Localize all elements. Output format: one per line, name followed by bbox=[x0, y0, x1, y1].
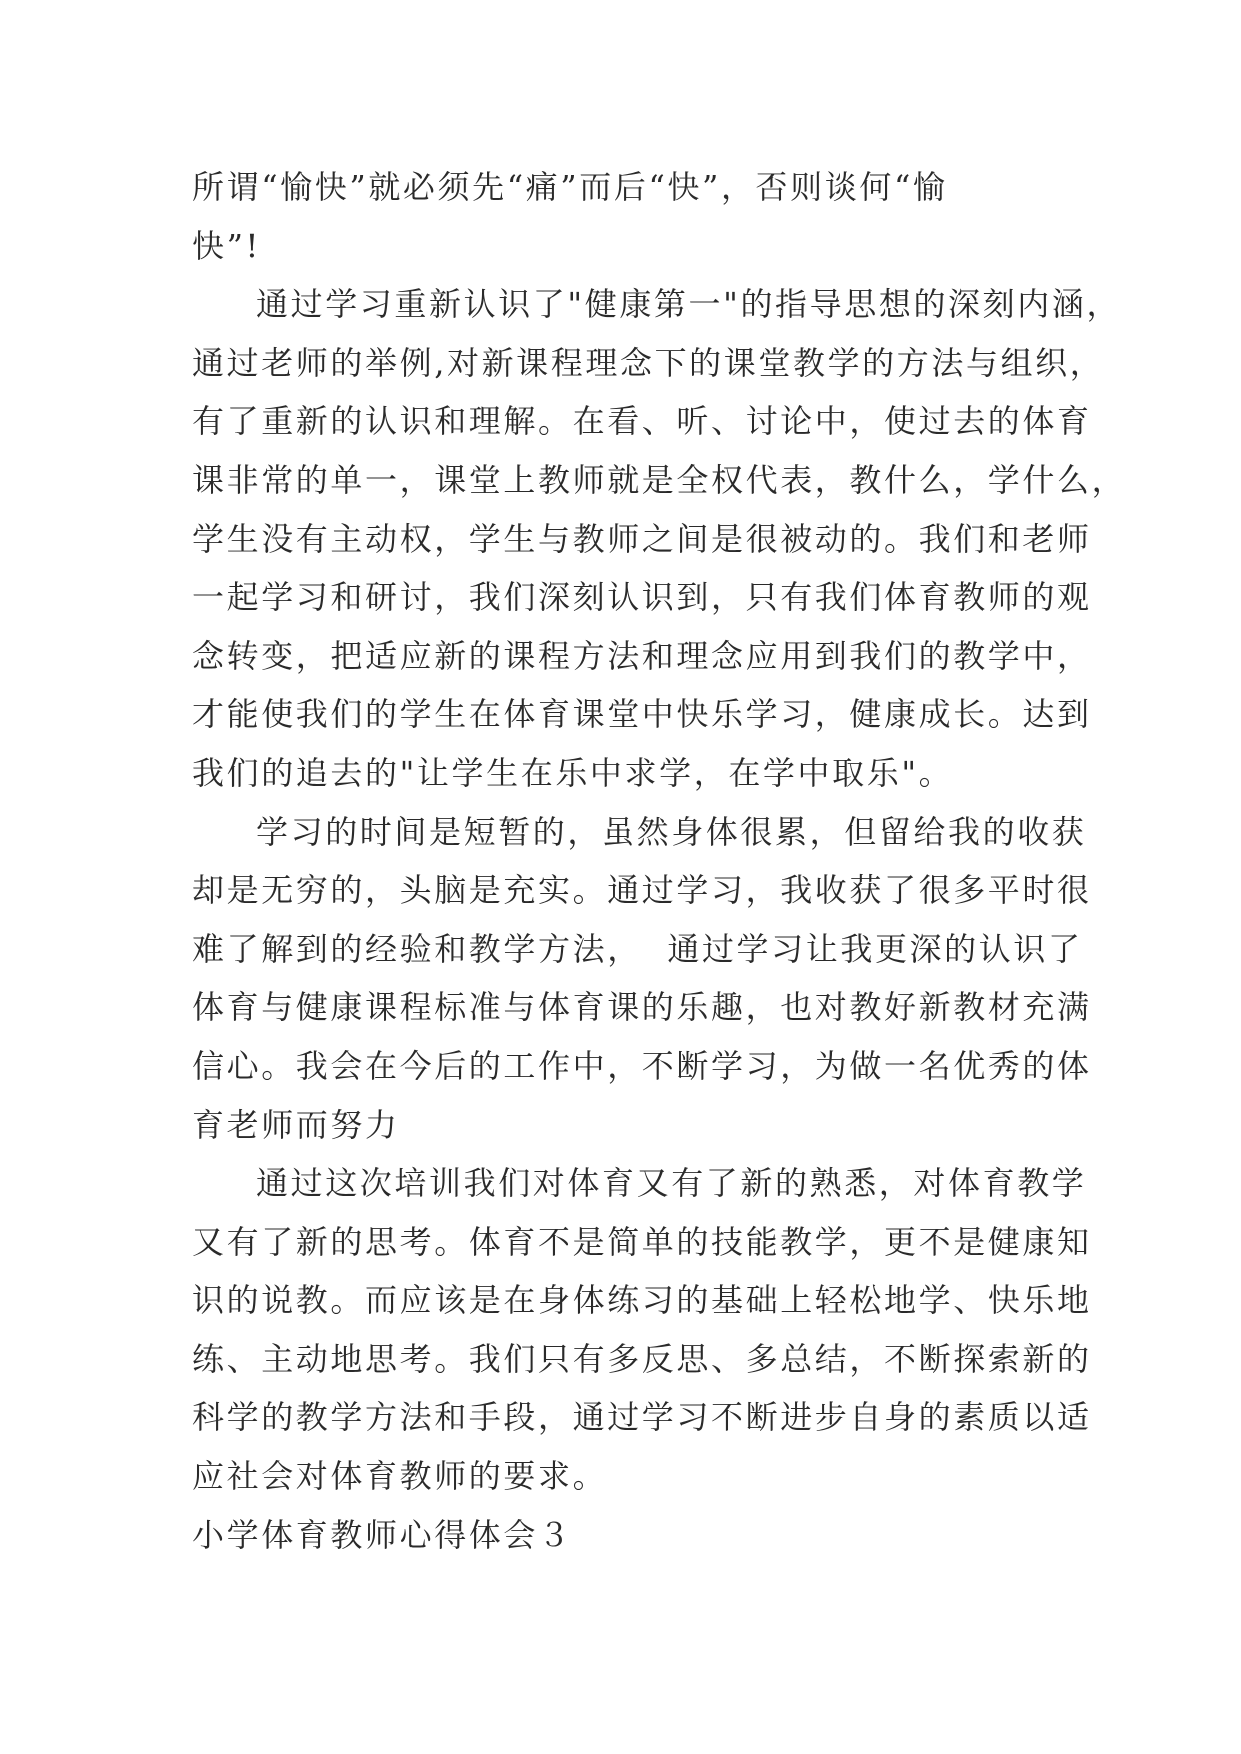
text-line: 快”! bbox=[192, 226, 262, 265]
text-line: 所谓“愉快”就必须先“痛”而后“快”，否则谈何“愉 bbox=[192, 168, 948, 206]
text-line: 信心。我会在今后的工作中，不断学习，为做一名优秀的体 bbox=[192, 1046, 1092, 1085]
text-line: 难了解到的经验和教学方法， 通过学习让我更深的认识了 bbox=[192, 929, 1083, 968]
text-line: 却是无穷的，头脑是充实。通过学习，我收获了很多平时很 bbox=[192, 871, 1092, 910]
text-line: 练、主动地思考。我们只有多反思、多总结，不断探索新的 bbox=[192, 1339, 1092, 1378]
text-line: 学生没有主动权，学生与教师之间是很被动的。我们和老师 bbox=[192, 519, 1092, 558]
document-body bbox=[192, 158, 1127, 1564]
text-line: 识的说教。而应该是在身体练习的基础上轻松地学、快乐地 bbox=[192, 1281, 1092, 1320]
text-line: 学习的时间是短暂的，虽然身体很累，但留给我的收获 bbox=[256, 812, 1087, 851]
paragraph-1 bbox=[192, 158, 1070, 275]
text-line: 应社会对体育教师的要求。 bbox=[192, 1457, 608, 1496]
text-line: 育老师而努力 bbox=[192, 1105, 400, 1144]
paragraph-3 bbox=[192, 803, 1092, 1155]
text-line: 才能使我们的学生在体育课堂中快乐学习，健康成长。达到 bbox=[192, 695, 1092, 734]
text-line: 又有了新的思考。体育不是简单的技能教学，更不是健康知 bbox=[192, 1222, 1092, 1261]
section-heading: 小学体育教师心得体会３ bbox=[192, 1515, 573, 1554]
text-line: 有了重新的认识和理解。在看、听、讨论中，使过去的体育 bbox=[192, 402, 1092, 441]
text-line: 课非常的单一，课堂上教师就是全权代表，教什么，学什么， bbox=[192, 460, 1127, 499]
text-line: 体育与健康课程标准与体育课的乐趣，也对教好新教材充满 bbox=[192, 988, 1092, 1027]
paragraph-2 bbox=[192, 275, 1127, 802]
text-line: 科学的教学方法和手段，通过学习不断进步自身的素质以适 bbox=[192, 1398, 1092, 1437]
text-line: 一起学习和研讨，我们深刻认识到，只有我们体育教师的观 bbox=[192, 578, 1092, 617]
text-line: 我们的追去的"让学生在乐中求学，在学中取乐"。 bbox=[192, 753, 954, 792]
paragraph-4 bbox=[192, 1154, 1092, 1506]
text-line: 念转变，把适应新的课程方法和理念应用到我们的教学中， bbox=[192, 636, 1092, 675]
text-line: 通过学习重新认识了"健康第一"的指导思想的深刻内涵， bbox=[256, 285, 1122, 324]
text-line: 通过这次培训我们对体育又有了新的熟悉，对体育教学 bbox=[256, 1164, 1087, 1203]
text-line: 通过老师的举例,对新课程理念下的课堂教学的方法与组织， bbox=[192, 343, 1105, 382]
